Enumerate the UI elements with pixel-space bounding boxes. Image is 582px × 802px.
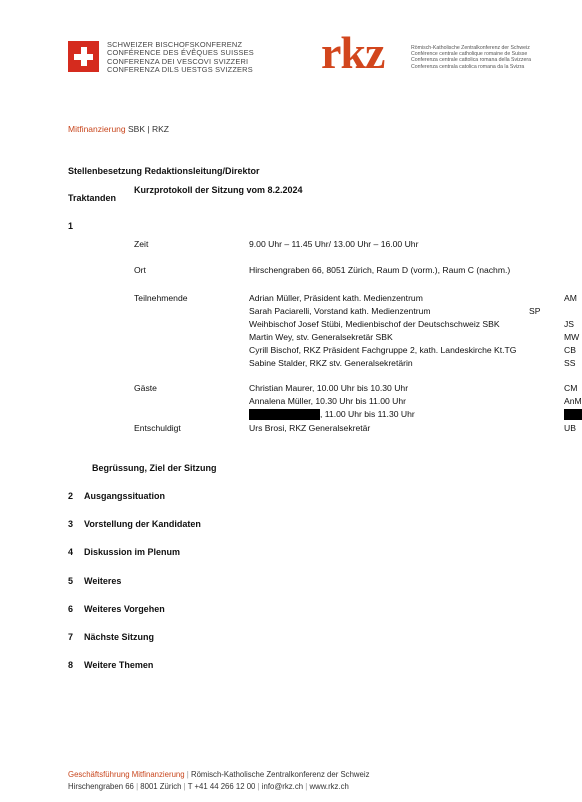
zeit-label: Zeit: [134, 239, 149, 249]
footer-line-1: [68, 770, 370, 779]
sbk-name-block: [107, 41, 254, 74]
agenda-item: Diskussion im Plenum: [84, 547, 181, 557]
guest-name: Christian Maurer, 10.00 Uhr bis 10.30 Uhr: [249, 383, 409, 393]
footer-city: 8001 Zürich: [140, 782, 182, 791]
entschuldigt-value: Urs Brosi, RKZ Generalsekretär: [249, 423, 371, 433]
sbk-line: CONFÉRENCE DES ÉVÊQUES SUISSES: [107, 48, 254, 58]
entschuldigt-label: Entschuldigt: [134, 423, 181, 433]
participant-initials: AM: [564, 293, 577, 303]
entschuldigt-initials: UB: [564, 423, 576, 433]
footer-email[interactable]: info@rkz.ch: [261, 782, 304, 791]
guest-name: , 11.00 Uhr bis 11.30 Uhr: [320, 409, 415, 419]
gaeste-label: Gäste: [134, 383, 157, 393]
footer-separator: |: [183, 782, 186, 791]
sbk-line: CONFERENZA DILS UESTGS SVIZZERS: [107, 64, 253, 74]
department-subhead: [68, 124, 169, 134]
zeit-value: 9.00 Uhr – 11.45 Uhr/ 13.00 Uhr – 16.00 Uhr: [249, 239, 419, 249]
ort-label: Ort: [134, 265, 146, 275]
participant-initials: SS: [564, 358, 576, 368]
guest-name: Annalena Müller, 10.30 Uhr bis 11.00 Uhr: [249, 396, 407, 406]
footer-phone: T +41 44 266 12 00: [187, 782, 256, 791]
sbk-line: CONFERENZA DEI VESCOVI SVIZZERI: [107, 56, 249, 66]
participant-name: Weihbischof Josef Stübi, Medienbischof der Deutschschweiz SBK: [249, 319, 500, 329]
agenda-number: 5: [68, 576, 74, 586]
document-title: Stellenbesetzung Redaktionsleitung/Direktor: [68, 166, 260, 176]
participant-name: Sabine Stalder, RKZ stv. Generalsekretärin: [249, 358, 413, 368]
swiss-cross-icon: [68, 41, 99, 72]
participant-initials: JS: [564, 319, 575, 329]
subhead-rest: SBK | RKZ: [128, 124, 169, 134]
sbk-line: SCHWEIZER BISCHOFSKONFERENZ: [107, 40, 243, 49]
agenda-number: 3: [68, 519, 74, 529]
redaction-bar: [249, 409, 320, 420]
document-subtitle: Kurzprotokoll der Sitzung vom 8.2.2024: [134, 185, 303, 195]
agenda-item: Weitere Themen: [84, 660, 154, 670]
rkz-logo: rkz: [321, 27, 385, 78]
agenda-greeting: Begrüssung, Ziel der Sitzung: [92, 463, 217, 473]
footer-address: Hirschengraben 66: [68, 782, 134, 791]
footer-separator: |: [186, 770, 189, 779]
agenda-number: 4: [68, 547, 74, 557]
guest-initials: AnM: [564, 396, 582, 406]
subhead-accent: Mitfinanzierung: [68, 124, 126, 134]
traktanden-label: Traktanden: [68, 193, 117, 203]
agenda-item: Ausgangssituation: [84, 491, 166, 501]
teilnehmende-label: Teilnehmende: [134, 293, 188, 303]
agenda-number: 8: [68, 660, 74, 670]
footer-website[interactable]: www.rkz.ch: [309, 782, 349, 791]
agenda-item: Weiteres Vorgehen: [84, 604, 165, 614]
ort-value: Hirschengraben 66, 8051 Zürich, Raum D (vorm.), Raum C (nachm.): [249, 265, 511, 275]
rkz-line: Conferenza centrale cattolica romana della Svizzera: [411, 57, 531, 64]
participant-initials: CB: [564, 345, 576, 355]
rkz-name-block: [411, 45, 531, 70]
footer-separator: |: [136, 782, 139, 791]
rkz-line: Römisch-Katholische Zentralkonferenz der Schweiz: [411, 45, 530, 51]
participant-initials: SP: [529, 306, 541, 316]
footer-accent: Geschäftsführung Mitfinanzierung: [68, 770, 185, 779]
participant-name: Cyrill Bischof, RKZ Präsident Fachgruppe 2, kath. Landeskirche Kt.TG: [249, 345, 517, 355]
guest-initials: CM: [564, 383, 578, 393]
rkz-line: Conferenza centrala catolica romana da la Svizra: [411, 63, 525, 70]
agenda-item: Vorstellung der Kandidaten: [84, 519, 201, 529]
agenda-number: 2: [68, 491, 74, 501]
redaction-bar: [564, 409, 582, 420]
agenda-number-1: 1: [68, 221, 74, 231]
footer-org: Römisch-Katholische Zentralkonferenz der Schweiz: [190, 770, 370, 779]
participant-initials: MW: [564, 332, 580, 342]
participant-name: Sarah Paciarelli, Vorstand kath. Medienzentrum: [249, 306, 431, 316]
agenda-number: 7: [68, 632, 74, 642]
footer-separator: |: [305, 782, 308, 791]
agenda-item: Weiteres: [84, 576, 122, 586]
rkz-line: Conférence centrale catholique romaine de Suisse: [411, 51, 528, 58]
participant-name: Martin Wey, stv. Generalsekretär SBK: [249, 332, 393, 342]
participant-name: Adrian Müller, Präsident kath. Medienzentrum: [249, 293, 423, 303]
agenda-item: Nächste Sitzung: [84, 632, 155, 642]
footer-separator: |: [257, 782, 260, 791]
agenda-number: 6: [68, 604, 74, 614]
footer-line-2: [68, 782, 349, 791]
